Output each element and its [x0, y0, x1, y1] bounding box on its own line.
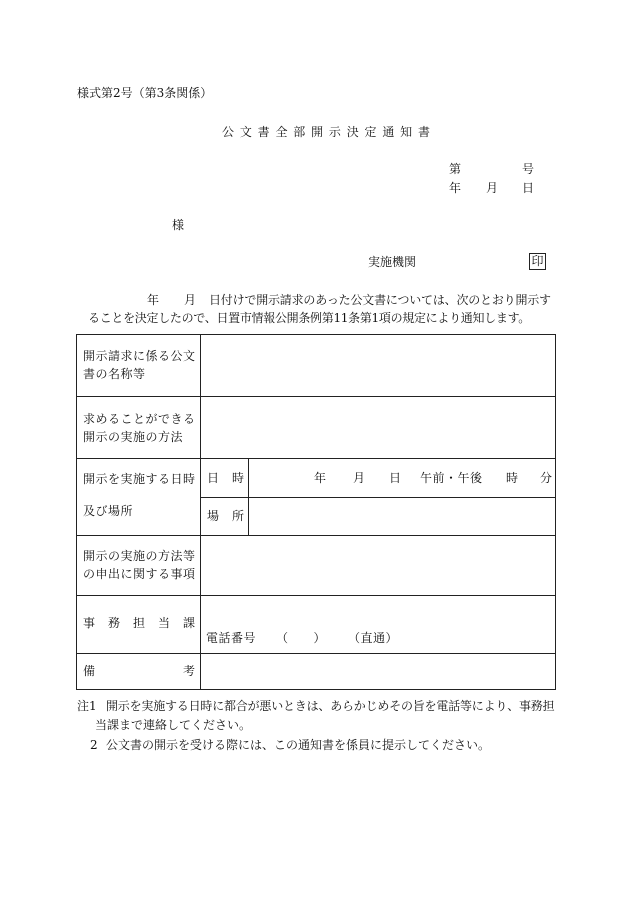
note-2-label: 2: [90, 738, 98, 752]
dt-day: 日: [389, 471, 402, 485]
issuer-label: 実施機関: [368, 255, 417, 269]
doc-date-year: 年: [449, 181, 462, 195]
note-1-line-2: 当課まで連絡してください。: [95, 718, 252, 732]
table-row-divider: [76, 653, 556, 654]
table-row-divider: [76, 595, 556, 596]
phone-direct: （直通）: [348, 631, 399, 645]
seal-mark: 印: [529, 253, 546, 270]
body-year: 年: [147, 293, 160, 307]
form-number: 様式第2号（第3条関係）: [77, 86, 213, 100]
body-month: 月: [184, 293, 197, 307]
note-1-line-1: 開示を実施する日時に都合が悪いときは、あらかじめその旨を電話等により、事務担: [106, 699, 555, 713]
datetime-label: 日 時: [207, 471, 245, 485]
row-datetime-place-label-1: 開示を実施する日時: [83, 472, 196, 486]
body-line-1: 日付けで開示請求のあった公文書については、次のとおり開示す: [209, 293, 551, 307]
table-col-divider: [200, 334, 201, 690]
row-datetime-place-label-2: 及び場所: [83, 504, 134, 518]
doc-date-day: 日: [522, 181, 535, 195]
dt-month: 月: [353, 471, 366, 485]
doc-date-month: 月: [486, 181, 499, 195]
place-label: 場 所: [207, 509, 245, 523]
doc-number-dai: 第: [449, 162, 462, 176]
note-2-text: 公文書の開示を受ける際には、この通知書を係員に提示してください。: [106, 738, 491, 752]
row-remarks-label: 備 考: [83, 664, 195, 678]
table-row-divider: [76, 535, 556, 536]
row-request-matters-label: 開示の実施の方法等 の申出に関する事項: [83, 549, 196, 581]
page-title: 公 文 書 全 部 開 示 決 定 通 知 書: [222, 125, 431, 139]
row-document-name-label: 開示請求に係る公文 書の名称等: [83, 349, 196, 381]
table-subcol-divider: [248, 458, 249, 535]
table-row-divider: [76, 458, 556, 459]
body-line-2: ることを決定したので、日置市情報公開条例第11条第1項の規定により通知します。: [88, 311, 531, 325]
doc-number-go: 号: [522, 162, 535, 176]
phone-area-paren: （ ）: [276, 631, 327, 645]
row-disclosure-method-label: 求めることができる 開示の実施の方法: [83, 412, 196, 444]
table-row-divider: [76, 396, 556, 397]
phone-label: 電話番号: [206, 631, 257, 645]
note-1-label: 注1: [77, 699, 97, 713]
dt-minute: 分: [540, 471, 553, 485]
dt-hour: 時: [506, 471, 519, 485]
dt-year: 年: [314, 471, 327, 485]
row-department-label: 事 務 担 当 課: [83, 616, 195, 630]
dt-ampm: 午前・午後: [420, 471, 483, 485]
table-row-divider: [200, 497, 556, 498]
recipient-suffix: 様: [172, 218, 185, 232]
